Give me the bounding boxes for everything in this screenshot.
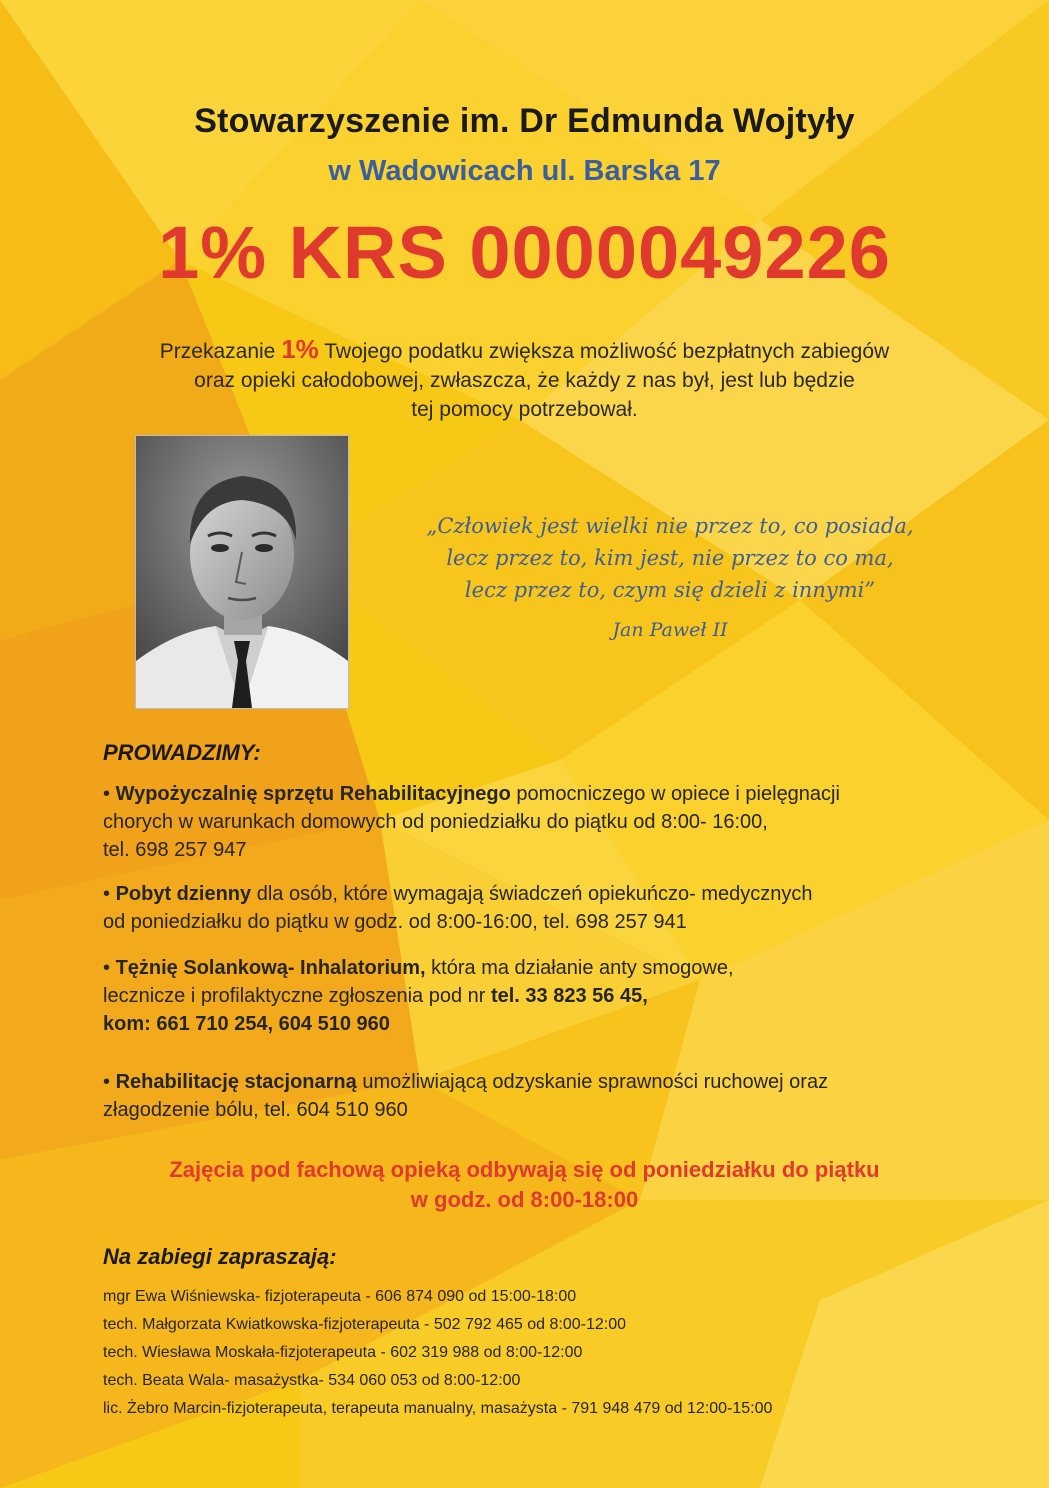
staff-line: tech. Beata Wala- masażystka- 534 060 053 od 8:00-12:00 — [103, 1372, 521, 1389]
quote-line-3: lecz przez to, czym się dzieli z innymi” — [464, 578, 876, 602]
staff-line: tech. Wiesława Moskała-fizjoterapeuta - 602 319 988 od 8:00-12:00 — [103, 1344, 583, 1361]
intro-line-1: Przekazanie 1% Twojego podatku zwiększa możliwość bezpłatnych zabiegów — [159, 334, 890, 364]
organization-address: w Wadowicach ul. Barska 17 — [328, 155, 721, 187]
service-item-day-stay: • Pobyt dzienny dla osób, które wymagają świadczeń opiekuńczo- medycznych od poniedziałku do piątku w godz. od 8:00-16:00, tel. 698 257 941 — [103, 883, 813, 933]
staff-heading: Na zabiegi zapraszają: — [103, 1244, 337, 1269]
staff-list — [103, 1283, 983, 1423]
staff-line: tech. Małgorzata Kwiatkowska-fizjoterapeuta - 502 792 465 od 8:00-12:00 — [103, 1316, 626, 1333]
portrait-photo-icon — [136, 436, 348, 708]
portrait-photo — [136, 436, 348, 708]
opening-hours-note: Zajęcia pod fachową opieką odbywają się od poniedziałku do piątku w godz. od 8:00-18:00 — [169, 1157, 880, 1212]
intro-line-2: oraz opieki całodobowej, zwłaszcza, że każdy z nas był, jest lub będzie — [194, 369, 855, 392]
intro-line-3: tej pomocy potrzebował. — [411, 398, 638, 421]
quote — [380, 510, 960, 646]
services-heading: PROWADZIMY: — [103, 740, 261, 765]
intro-paragraph — [80, 335, 969, 424]
organization-title: Stowarzyszenie im. Dr Edmunda Wojtyły — [194, 102, 855, 140]
quote-line-1: „Człowiek jest wielki nie przez to, co posiada, — [426, 514, 914, 538]
staff-line: mgr Ewa Wiśniewska- fizjoterapeuta - 606 874 090 od 15:00-18:00 — [103, 1288, 577, 1305]
krs-number: 1% KRS 0000049226 — [158, 211, 891, 294]
service-item-rental: • Wypożyczalnię sprzętu Rehabilitacyjnego pomocniczego w opiece i pielęgnacji chorych w warunkach domowych od poniedziałku do piątku od 8:00- 16:00, tel. 698 257 947 — [103, 783, 840, 861]
quote-line-2: lecz przez to, kim jest, nie przez to co ma, — [446, 546, 894, 570]
service-item-rehabilitation: • Rehabilitację stacjonarną umożliwiającą odzyskanie sprawności ruchowej oraz złagodzenie bólu, tel. 604 510 960 — [103, 1071, 829, 1121]
staff-line: lic. Żebro Marcin-fizjoterapeuta, terapeuta manualny, masażysta - 791 948 479 od 12:00-15:00 — [103, 1400, 773, 1417]
quote-author: Jan Paweł II — [612, 619, 728, 641]
intro-percent: 1% — [281, 334, 319, 364]
service-item-inhalatorium: • Tężnię Solankową- Inhalatorium, która ma działanie anty smogowe, lecznicze i profilaktyczne zgłoszenia pod nr tel. 33 823 56 45, kom: 661 710 254, 604 510 960 — [103, 957, 734, 1035]
